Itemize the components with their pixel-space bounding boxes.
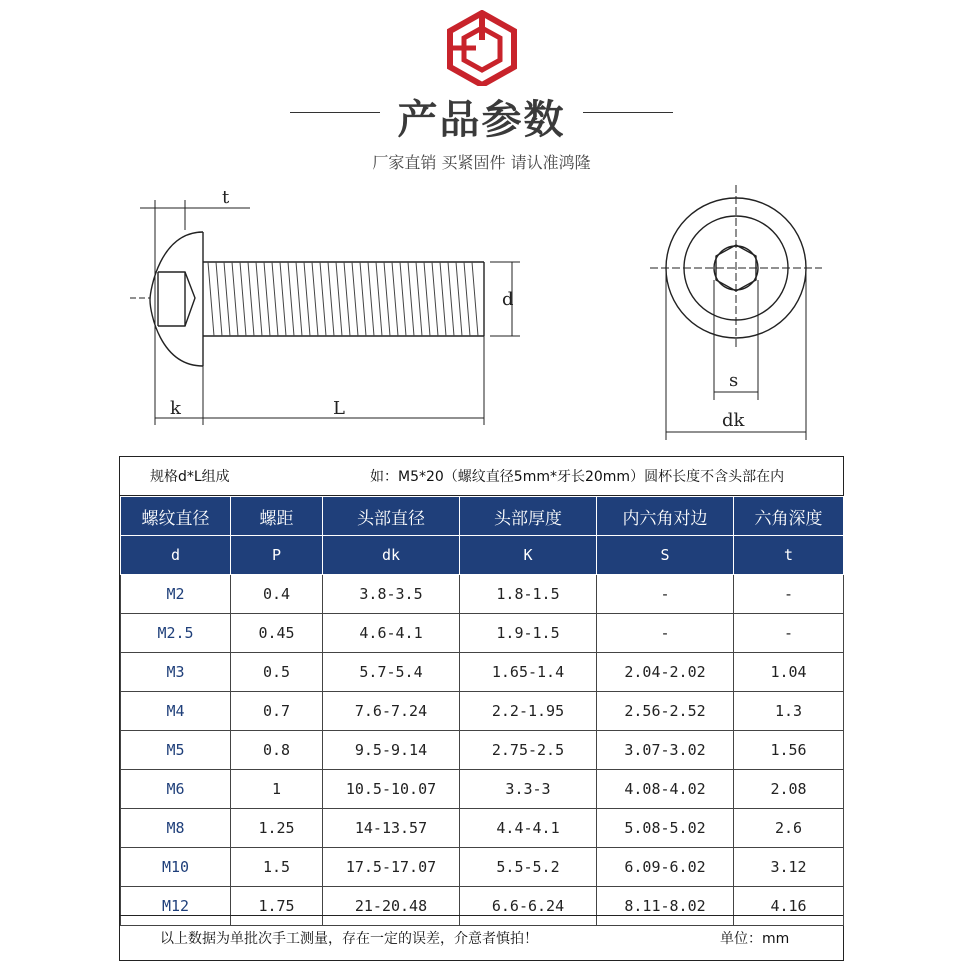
cell-hex-depth: 3.12 (734, 848, 844, 887)
page-subtitle: 厂家直销 买紧固件 请认准鸿隆 (372, 153, 591, 172)
spec-format-example: 如：M5*20（螺纹直径5mm*牙长20mm）圆杯长度不含头部在内 (370, 469, 785, 485)
cell-head-thickness: 5.5-5.2 (460, 848, 597, 887)
cell-pitch: 1.75 (231, 887, 323, 926)
cell-hex-depth: 2.08 (734, 770, 844, 809)
header-head-thickness: 头部厚度 (460, 497, 597, 536)
table-row (121, 809, 844, 848)
cell-thread: M3 (121, 653, 231, 692)
cell-head-diameter: 10.5-10.07 (323, 770, 460, 809)
symbol-dk: dk (323, 536, 460, 575)
table-row (121, 653, 844, 692)
cell-hex-depth: - (734, 575, 844, 614)
symbol-k: K (460, 536, 597, 575)
cell-pitch: 1.5 (231, 848, 323, 887)
dim-label-s: s (729, 370, 739, 391)
cell-hex-flats: 4.08-4.02 (597, 770, 734, 809)
symbol-s: S (597, 536, 734, 575)
table-row (121, 692, 844, 731)
cell-hex-flats: 6.09-6.02 (597, 848, 734, 887)
cell-hex-flats: 3.07-3.02 (597, 731, 734, 770)
cell-pitch: 0.7 (231, 692, 323, 731)
footer-note: 以上数据为单批次手工测量，存在一定的误差，介意者慎拍！ (160, 931, 538, 947)
header-head-diameter: 头部直径 (323, 497, 460, 536)
cell-pitch: 0.8 (231, 731, 323, 770)
cell-hex-flats: - (597, 575, 734, 614)
table-footer (120, 915, 843, 960)
spec-format-label: 规格d*L组成 (150, 469, 230, 485)
cell-thread: M10 (121, 848, 231, 887)
cell-thread: M6 (121, 770, 231, 809)
cell-pitch: 1 (231, 770, 323, 809)
cell-head-thickness: 2.2-1.95 (460, 692, 597, 731)
cell-hex-depth: 2.6 (734, 809, 844, 848)
cell-head-diameter: 7.6-7.24 (323, 692, 460, 731)
dim-label-d: d (502, 289, 514, 310)
cell-head-diameter: 3.8-3.5 (323, 575, 460, 614)
table-row (121, 848, 844, 887)
dim-label-L: L (333, 398, 345, 419)
cell-thread: M2.5 (121, 614, 231, 653)
cell-head-thickness: 1.8-1.5 (460, 575, 597, 614)
cell-head-diameter: 14-13.57 (323, 809, 460, 848)
cell-head-diameter: 4.6-4.1 (323, 614, 460, 653)
spec-table-container (119, 456, 844, 961)
cell-thread: M8 (121, 809, 231, 848)
spec-table (120, 496, 844, 926)
page-title: 产品参数 (397, 97, 566, 143)
header-hex-depth: 六角深度 (734, 497, 844, 536)
cell-head-thickness: 1.9-1.5 (460, 614, 597, 653)
symbol-t: t (734, 536, 844, 575)
cell-thread: M12 (121, 887, 231, 926)
cell-head-thickness: 2.75-2.5 (460, 731, 597, 770)
header-hex-across-flats: 内六角对边 (597, 497, 734, 536)
cell-hex-depth: 4.16 (734, 887, 844, 926)
header-thread-diameter: 螺纹直径 (121, 497, 231, 536)
dim-label-dk: dk (722, 410, 745, 431)
header-pitch: 螺距 (231, 497, 323, 536)
cell-pitch: 0.4 (231, 575, 323, 614)
cell-thread: M2 (121, 575, 231, 614)
cell-pitch: 0.45 (231, 614, 323, 653)
table-symbol-row (121, 536, 844, 575)
cell-thread: M5 (121, 731, 231, 770)
table-row (121, 614, 844, 653)
cell-pitch: 1.25 (231, 809, 323, 848)
bolt-drawing (0, 180, 963, 450)
table-header-row (121, 497, 844, 536)
cell-hex-flats: 2.04-2.02 (597, 653, 734, 692)
cell-hex-depth: 1.04 (734, 653, 844, 692)
cell-hex-flats: 8.11-8.02 (597, 887, 734, 926)
cell-pitch: 0.5 (231, 653, 323, 692)
symbol-d: d (121, 536, 231, 575)
cell-hex-flats: 5.08-5.02 (597, 809, 734, 848)
brand-logo-icon (446, 10, 518, 86)
dim-label-k: k (170, 398, 181, 419)
cell-head-thickness: 3.3-3 (460, 770, 597, 809)
cell-thread: M4 (121, 692, 231, 731)
cell-head-diameter: 21-20.48 (323, 887, 460, 926)
dim-label-t: t (222, 187, 230, 208)
footer-unit: 单位：mm (720, 931, 790, 947)
cell-head-thickness: 6.6-6.24 (460, 887, 597, 926)
cell-head-diameter: 5.7-5.4 (323, 653, 460, 692)
table-row (121, 575, 844, 614)
cell-hex-depth: - (734, 614, 844, 653)
cell-head-diameter: 17.5-17.07 (323, 848, 460, 887)
cell-head-thickness: 1.65-1.4 (460, 653, 597, 692)
cell-hex-flats: - (597, 614, 734, 653)
cell-head-diameter: 9.5-9.14 (323, 731, 460, 770)
cell-hex-depth: 1.56 (734, 731, 844, 770)
cell-hex-flats: 2.56-2.52 (597, 692, 734, 731)
symbol-p: P (231, 536, 323, 575)
cell-head-thickness: 4.4-4.1 (460, 809, 597, 848)
cell-hex-depth: 1.3 (734, 692, 844, 731)
table-row (121, 731, 844, 770)
spec-format-row (120, 457, 843, 496)
table-row (121, 770, 844, 809)
